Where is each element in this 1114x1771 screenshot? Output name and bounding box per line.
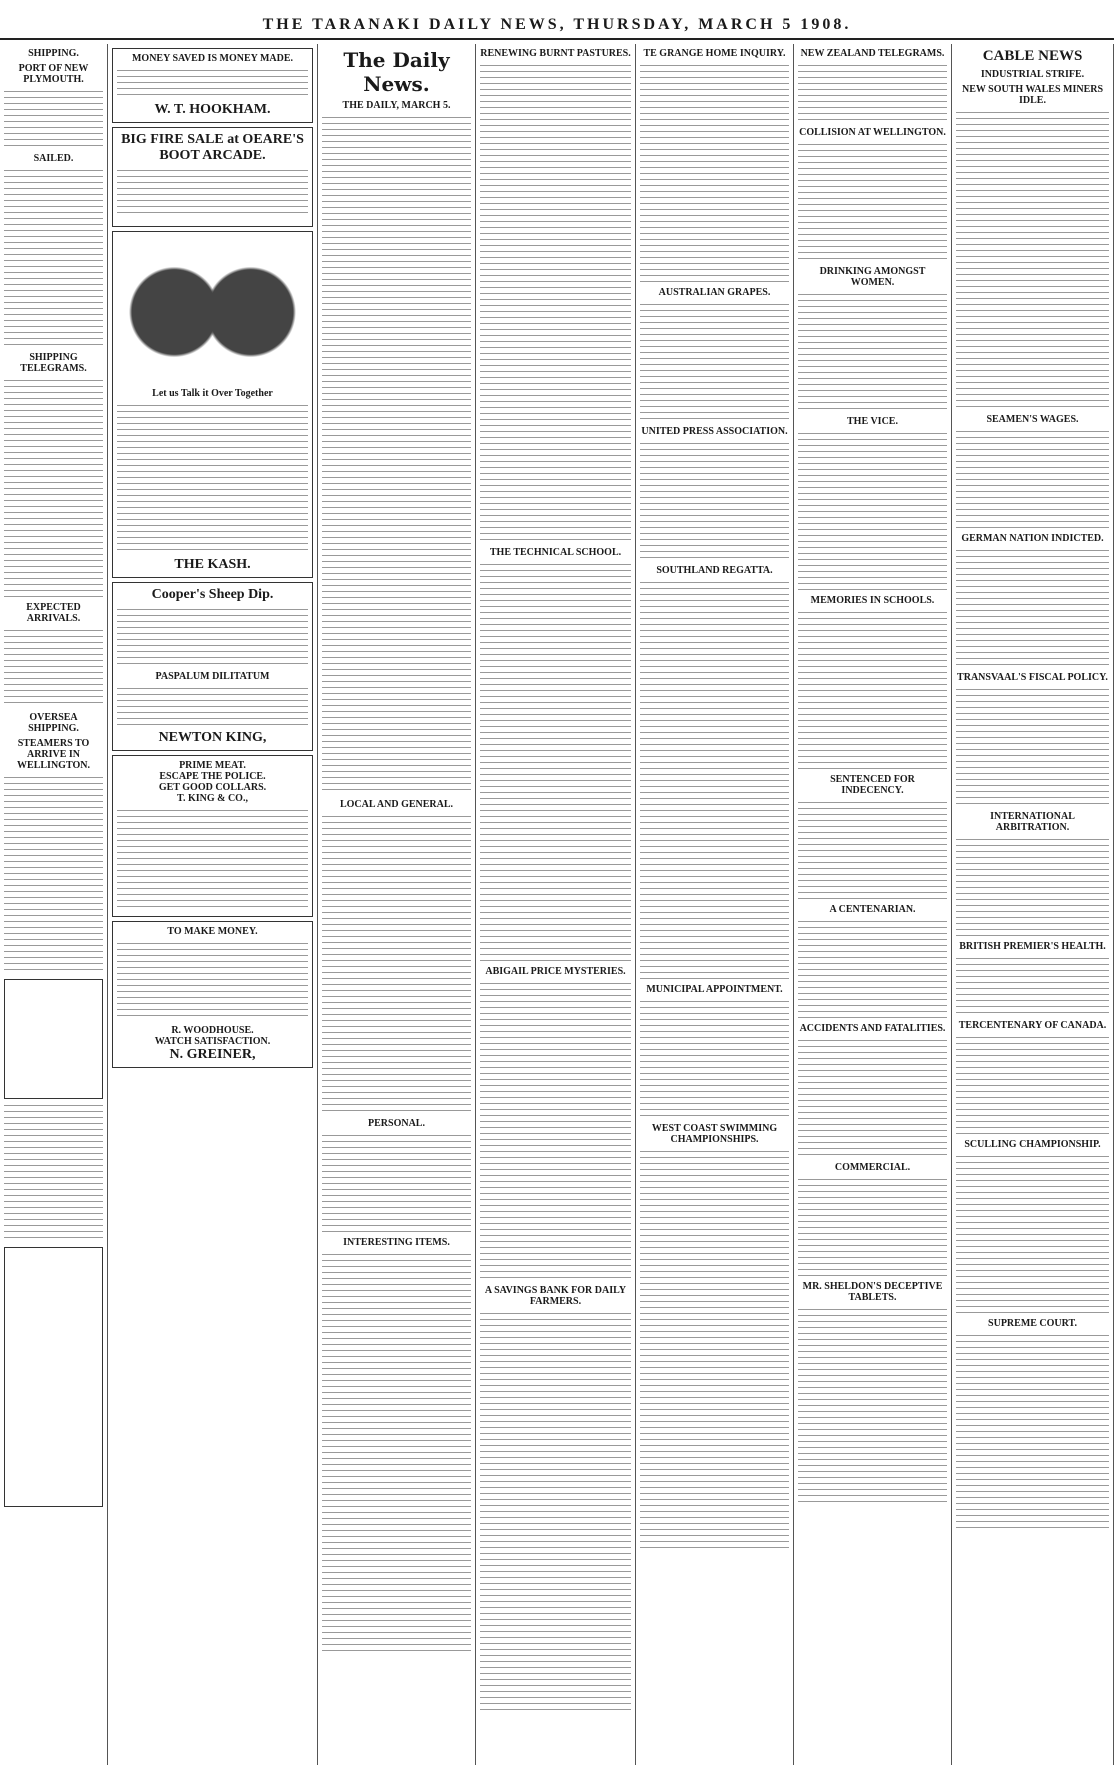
col1-head-4: EXPECTED ARRIVALS.	[26, 602, 81, 624]
col5-head-1: AUSTRALIAN GRAPES.	[658, 287, 771, 298]
editorial-masthead: The Daily News.	[343, 48, 450, 96]
text-block	[480, 63, 631, 543]
ad-paspalum-title: PASPALUM DILITATUM	[155, 671, 270, 682]
col7-head-2: NEW SOUTH WALES MINERS IDLE.	[961, 84, 1104, 106]
ad-t-king-title: T. KING & CO.,	[177, 793, 248, 804]
text-block	[956, 548, 1109, 668]
col3-head-2: LOCAL AND GENERAL.	[339, 799, 454, 810]
text-block	[117, 941, 308, 1021]
text-block	[117, 808, 308, 908]
col6-head-8: COMMERCIAL.	[834, 1162, 911, 1173]
text-block	[798, 142, 947, 262]
ad-money-saved	[112, 48, 313, 123]
text-block	[322, 814, 471, 1114]
text-block	[322, 1133, 471, 1233]
text-block	[640, 302, 789, 422]
ad-good-collars-title: GET GOOD COLLARS.	[158, 782, 267, 793]
col7-head-6: INTERNATIONAL ARBITRATION.	[990, 811, 1075, 833]
ad-coopers-sheep-dip	[112, 582, 313, 751]
col6-head-2: DRINKING AMONGST WOMEN.	[819, 266, 926, 288]
col3-head-3: PERSONAL.	[368, 1118, 425, 1129]
col7-head-7: BRITISH PREMIER'S HEALTH.	[959, 941, 1106, 952]
text-block	[322, 1252, 471, 1652]
column-daily-news	[318, 44, 476, 1765]
ad-newton-king-title: NEWTON KING,	[158, 730, 267, 745]
col5-head-4: MUNICIPAL APPOINTMENT.	[646, 984, 783, 995]
col5-head-5: WEST COAST SWIMMING CHAMPIONSHIPS.	[651, 1123, 778, 1145]
text-block	[956, 429, 1109, 529]
text-block	[798, 800, 947, 900]
ad-big-fire-sale-title: BIG FIRE SALE at OEARE'S BOOT ARCADE.	[121, 132, 304, 163]
text-block	[956, 837, 1109, 937]
ad-to-make-money-title: TO MAKE MONEY.	[167, 926, 258, 937]
text-block	[798, 63, 947, 123]
col6-head-9: MR. SHELDON'S DECEPTIVE TABLETS.	[802, 1281, 943, 1303]
text-block	[640, 1149, 789, 1549]
text-block	[480, 981, 631, 1281]
ad-escape-police-title: ESCAPE THE POLICE.	[159, 771, 266, 782]
col6-head-3: THE VICE.	[847, 416, 898, 427]
text-block	[4, 378, 103, 598]
col1-head-3: SHIPPING TELEGRAMS.	[20, 352, 87, 374]
ad-coopers-title: Cooper's Sheep Dip.	[151, 587, 274, 602]
col1-head-0: SHIPPING.	[28, 48, 79, 59]
col4-head-1: THE TECHNICAL SCHOOL.	[489, 547, 622, 558]
text-block	[322, 115, 471, 795]
col7-head-4: GERMAN NATION INDICTED.	[961, 533, 1104, 544]
text-block	[4, 628, 103, 708]
ad-kash-illustration	[117, 242, 308, 382]
col5-head-2: UNITED PRESS ASSOCIATION.	[641, 426, 788, 437]
masthead	[0, 0, 1114, 40]
ad-prime-meat-title: PRIME MEAT.	[179, 760, 246, 771]
text-block	[956, 1035, 1109, 1135]
col4-head-3: A SAVINGS BANK FOR DAILY FARMERS.	[484, 1285, 627, 1307]
text-block	[117, 607, 308, 667]
text-block	[640, 580, 789, 980]
col6-head-6: A CENTENARIAN.	[829, 904, 916, 915]
col3-head-1: THE DAILY, MARCH 5.	[342, 100, 451, 111]
col1-head-5: OVERSEA SHIPPING.	[28, 712, 79, 734]
text-block	[4, 1103, 103, 1243]
col7-head-8: TERCENTENARY OF CANADA.	[958, 1020, 1107, 1031]
column-pastures	[476, 44, 636, 1765]
col6-head-0: NEW ZEALAND TELEGRAMS.	[800, 48, 945, 59]
ad-hookham-title: W. T. HOOKHAM.	[154, 102, 271, 117]
col4-head-0: RENEWING BURNT PASTURES.	[480, 48, 631, 59]
text-block	[640, 63, 789, 283]
ad-money-saved-title: MONEY SAVED IS MONEY MADE.	[131, 53, 294, 64]
text-block	[956, 1333, 1109, 1533]
text-block	[798, 292, 947, 412]
ad-to-make-money	[112, 921, 313, 1068]
ad-woodhouse-title: R. WOODHOUSE.	[171, 1025, 254, 1036]
text-block	[480, 1311, 631, 1711]
col3-head-4: INTERESTING ITEMS.	[343, 1237, 450, 1248]
text-block	[117, 68, 308, 98]
text-block	[640, 441, 789, 561]
col6-head-7: ACCIDENTS AND FATALITIES.	[799, 1023, 946, 1034]
text-block	[956, 110, 1109, 410]
column-cable-news	[952, 44, 1114, 1765]
text-block	[640, 999, 789, 1119]
text-block	[956, 1154, 1109, 1314]
column-nz-telegrams	[794, 44, 952, 1765]
ad-box	[4, 979, 103, 1099]
ad-watch-satisfaction-title: WATCH SATISFACTION.	[154, 1036, 271, 1047]
text-block	[117, 403, 308, 553]
column-shipping	[0, 44, 108, 1765]
text-block	[956, 687, 1109, 807]
text-block	[798, 1177, 947, 1277]
col7-head-9: SCULLING CHAMPIONSHIP.	[964, 1139, 1101, 1150]
col7-head-3: SEAMEN'S WAGES.	[986, 414, 1079, 425]
col4-head-2: ABIGAIL PRICE MYSTERIES.	[485, 966, 626, 977]
ad-kash-title: THE KASH.	[174, 557, 251, 572]
ad-prime-meat	[112, 755, 313, 917]
col6-head-1: COLLISION AT WELLINGTON.	[799, 127, 946, 138]
ad-big-fire-sale	[112, 127, 313, 227]
text-block	[4, 168, 103, 348]
cable-news-title: CABLE NEWS	[982, 48, 1083, 64]
text-block	[798, 1038, 947, 1158]
column-advertisements	[108, 44, 318, 1765]
text-block	[117, 168, 308, 218]
ad-greiner-title: N. GREINER,	[169, 1047, 256, 1062]
text-block	[798, 610, 947, 770]
col7-head-10: SUPREME COURT.	[988, 1318, 1077, 1329]
text-block	[4, 89, 103, 149]
col1-head-6: STEAMERS TO ARRIVE IN WELLINGTON.	[17, 738, 90, 771]
text-block	[956, 956, 1109, 1016]
col5-head-3: SOUTHLAND REGATTA.	[656, 565, 773, 576]
text-block	[798, 1307, 947, 1507]
text-block	[480, 562, 631, 962]
col7-head-1: INDUSTRIAL STRIFE.	[980, 69, 1085, 80]
ad-kash	[112, 231, 313, 578]
column-inquiry	[636, 44, 794, 1765]
col5-head-0: TE GRANGE HOME INQUIRY.	[643, 48, 786, 59]
text-block	[117, 686, 308, 726]
text-block	[798, 431, 947, 591]
text-block	[4, 775, 103, 975]
col6-head-5: SENTENCED FOR INDECENCY.	[830, 774, 915, 796]
col6-head-4: MEMORIES IN SCHOOLS.	[810, 595, 935, 606]
col1-head-1: PORT OF NEW PLYMOUTH.	[18, 63, 89, 85]
text-block	[798, 919, 947, 1019]
ad-kash-heading: Let us Talk it Over Together	[152, 388, 273, 399]
ad-box	[4, 1247, 103, 1507]
col1-head-2: SAILED.	[33, 153, 74, 164]
masthead-title: THE TARANAKI DAILY NEWS, THURSDAY, MARCH 5 1908.	[262, 16, 852, 33]
col7-head-5: TRANSVAAL'S FISCAL POLICY.	[957, 672, 1108, 683]
